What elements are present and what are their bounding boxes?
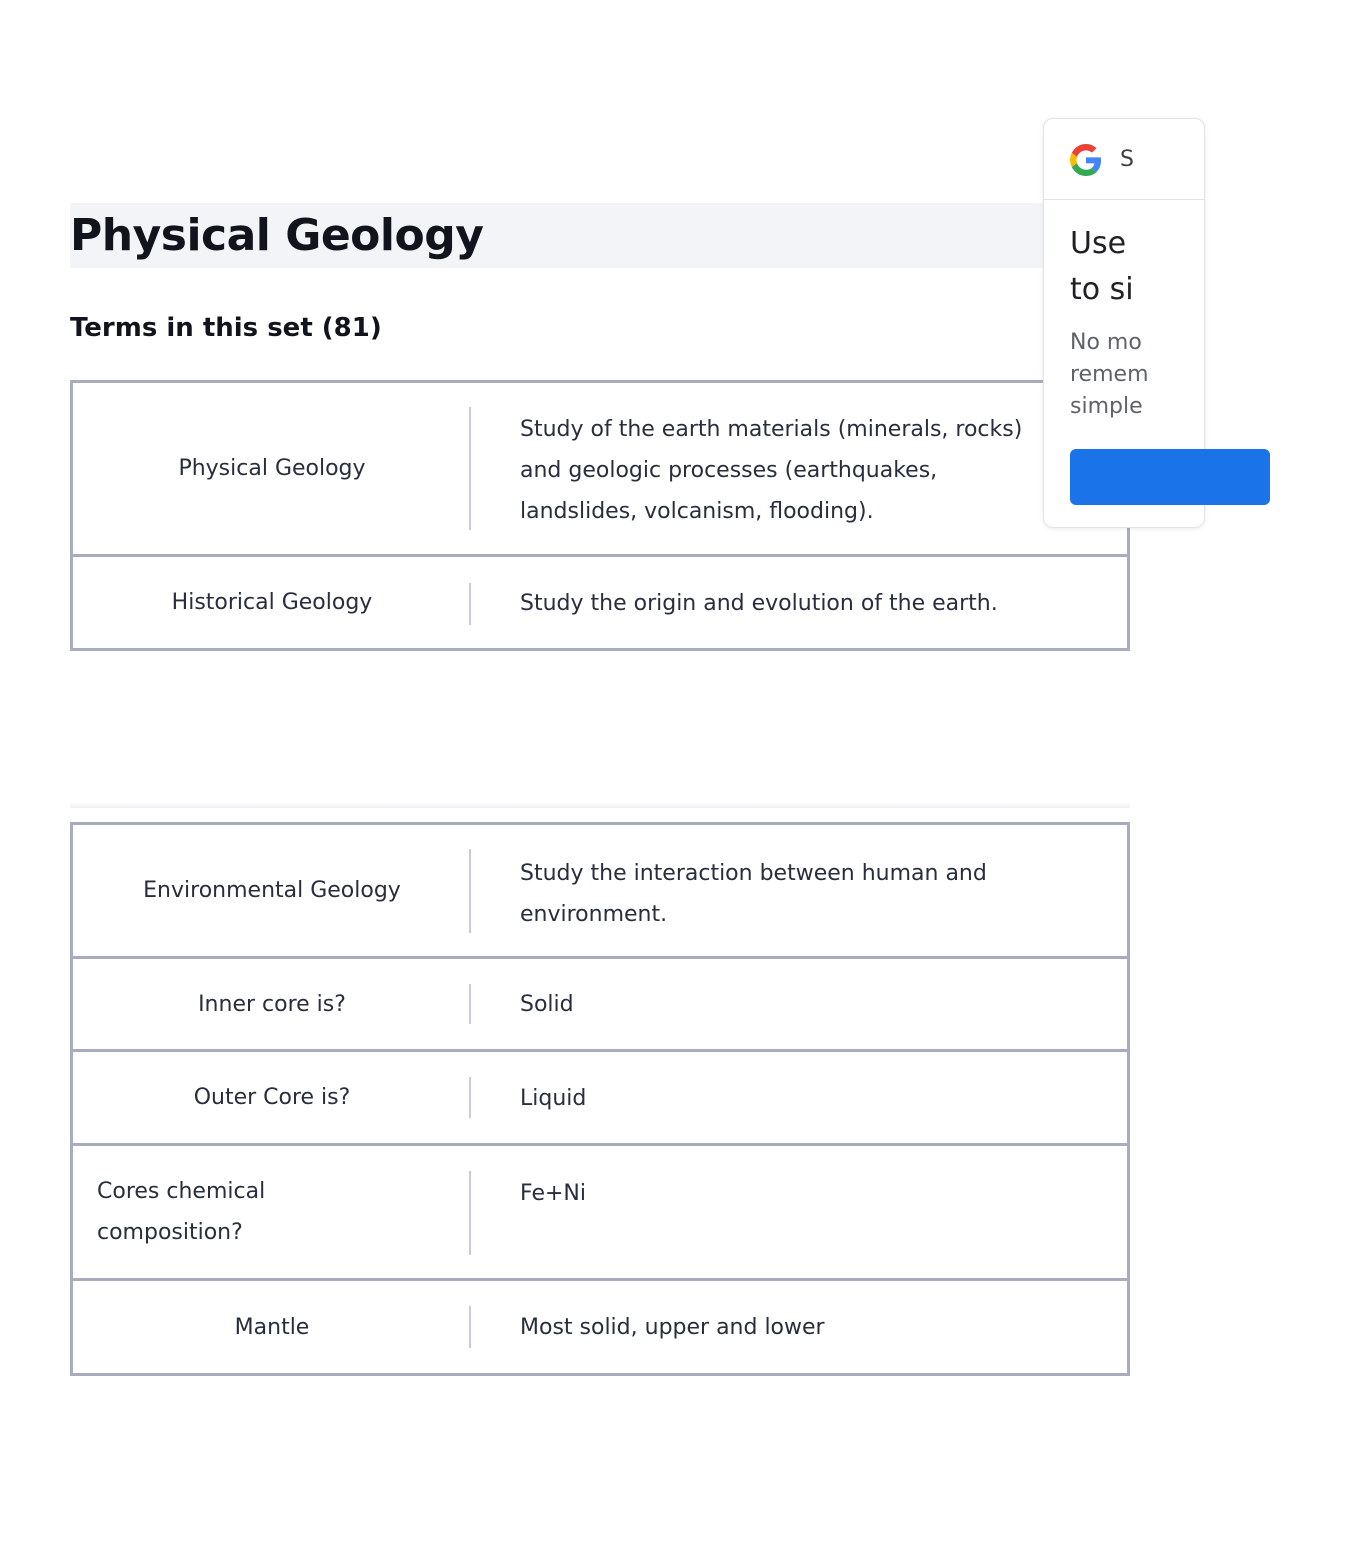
- definition-text: Fe+Ni: [520, 1181, 586, 1206]
- row-divider: [469, 1077, 471, 1118]
- definition-text: Most solid, upper and lower: [520, 1315, 825, 1340]
- term-row[interactable]: [70, 554, 1130, 651]
- term-row[interactable]: [70, 956, 1130, 1052]
- definition-text: Liquid: [520, 1086, 587, 1111]
- definition-text: Study the interaction between human and environment.: [520, 861, 987, 927]
- popup-body: [1070, 327, 1370, 423]
- google-sign-in-popup[interactable]: [1043, 118, 1205, 528]
- google-g-icon: [1070, 144, 1102, 176]
- popup-title-line: to si: [1070, 272, 1134, 307]
- definition-text: Study of the earth materials (minerals, rocks) and geologic processes (earthquakes, landslides, volcanism, flooding).: [520, 417, 1023, 524]
- terms-table-group-1: [70, 380, 1130, 648]
- term-text: Physical Geology: [178, 456, 366, 481]
- term-row[interactable]: [70, 1278, 1130, 1376]
- term-row[interactable]: [70, 822, 1130, 959]
- row-divider: [469, 1306, 471, 1348]
- row-divider: [469, 1171, 471, 1255]
- term-row[interactable]: [70, 380, 1130, 557]
- row-divider: [469, 583, 471, 625]
- terms-count-heading: Terms in this set (81): [70, 313, 382, 343]
- definition-text: Solid: [520, 992, 574, 1017]
- term-text: Mantle: [234, 1314, 310, 1340]
- popup-header: [1044, 119, 1204, 200]
- popup-continue-button[interactable]: [1070, 449, 1270, 505]
- section-separator: [70, 802, 1130, 808]
- row-divider: [469, 984, 471, 1024]
- term-text: Cores chemical composition?: [97, 1179, 266, 1245]
- popup-title-line: Use: [1070, 226, 1127, 261]
- term-text: Historical Geology: [171, 590, 373, 615]
- term-row[interactable]: [70, 1143, 1130, 1281]
- definition-text: Study the origin and evolution of the earth.: [520, 591, 998, 616]
- terms-table-group-2: [70, 822, 1130, 1373]
- term-text: Inner core is?: [198, 991, 346, 1017]
- term-row[interactable]: [70, 1049, 1130, 1146]
- popup-header-text: S: [1120, 147, 1134, 172]
- popup-body-line: remem: [1070, 362, 1149, 387]
- row-divider: [469, 849, 471, 933]
- page-title: Physical Geology: [70, 203, 1070, 268]
- row-divider: [469, 407, 471, 530]
- term-text: Environmental Geology: [143, 878, 401, 903]
- popup-body-line: simple: [1070, 394, 1143, 419]
- popup-body-line: No mo: [1070, 330, 1142, 355]
- popup-title: [1070, 221, 1370, 313]
- term-text: Outer Core is?: [193, 1085, 351, 1110]
